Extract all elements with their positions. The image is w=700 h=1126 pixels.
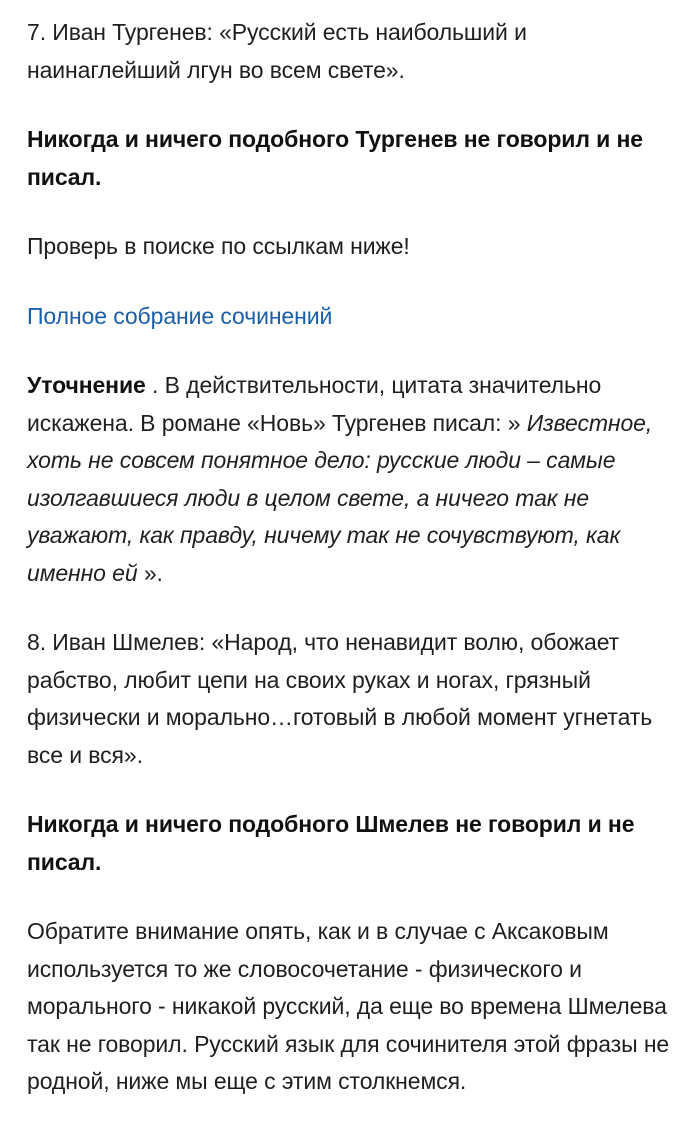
quote-7-paragraph: 7. Иван Тургенев: «Русский есть наибольший и наинаглейший лгун во всем свете». <box>27 19 527 83</box>
clarification-label: Уточнение <box>27 372 146 398</box>
clarification-quote: Известное, хоть не совсем понятное дело: русские люди – самые изолгавшиеся люди в целом свете, а ничего так не уважают, как правду, ничему так не сочувствуют, как именно ей <box>27 409 653 586</box>
complete-works-link[interactable]: Полное собрание сочинений <box>27 302 333 329</box>
link-paragraph <box>27 298 680 336</box>
clarification-paragraph <box>27 367 680 592</box>
note-8-paragraph: Обратите внимание опять, как и в случае с Аксаковым используется то же словосочетание - физического и морального - никакой русский, да еще во времена Шмелева так не говорил. Русский язык для сочинителя этой фразы не родной, ниже мы еще с этим столкнемся. <box>27 918 670 1094</box>
check-note-paragraph: Проверь в поиске по ссылкам ниже! <box>27 233 410 259</box>
clarification-text: . В действительности, цитата значительно искажена. В романе «Новь» Тургенев писал: » <box>27 372 602 436</box>
clarification-ending: ». <box>137 559 163 586</box>
verdict-8-paragraph: Никогда и ничего подобного Шмелев не говорил и не писал. <box>27 811 635 875</box>
quote-8-paragraph: 8. Иван Шмелев: «Народ, что ненавидит волю, обожает рабство, любит цепи на своих руках и ногах, грязный физически и морально…готовый в любой момент угнетать все и вся». <box>27 629 653 768</box>
verdict-7-paragraph: Никогда и ничего подобного Тургенев не говорил и не писал. <box>27 126 643 190</box>
